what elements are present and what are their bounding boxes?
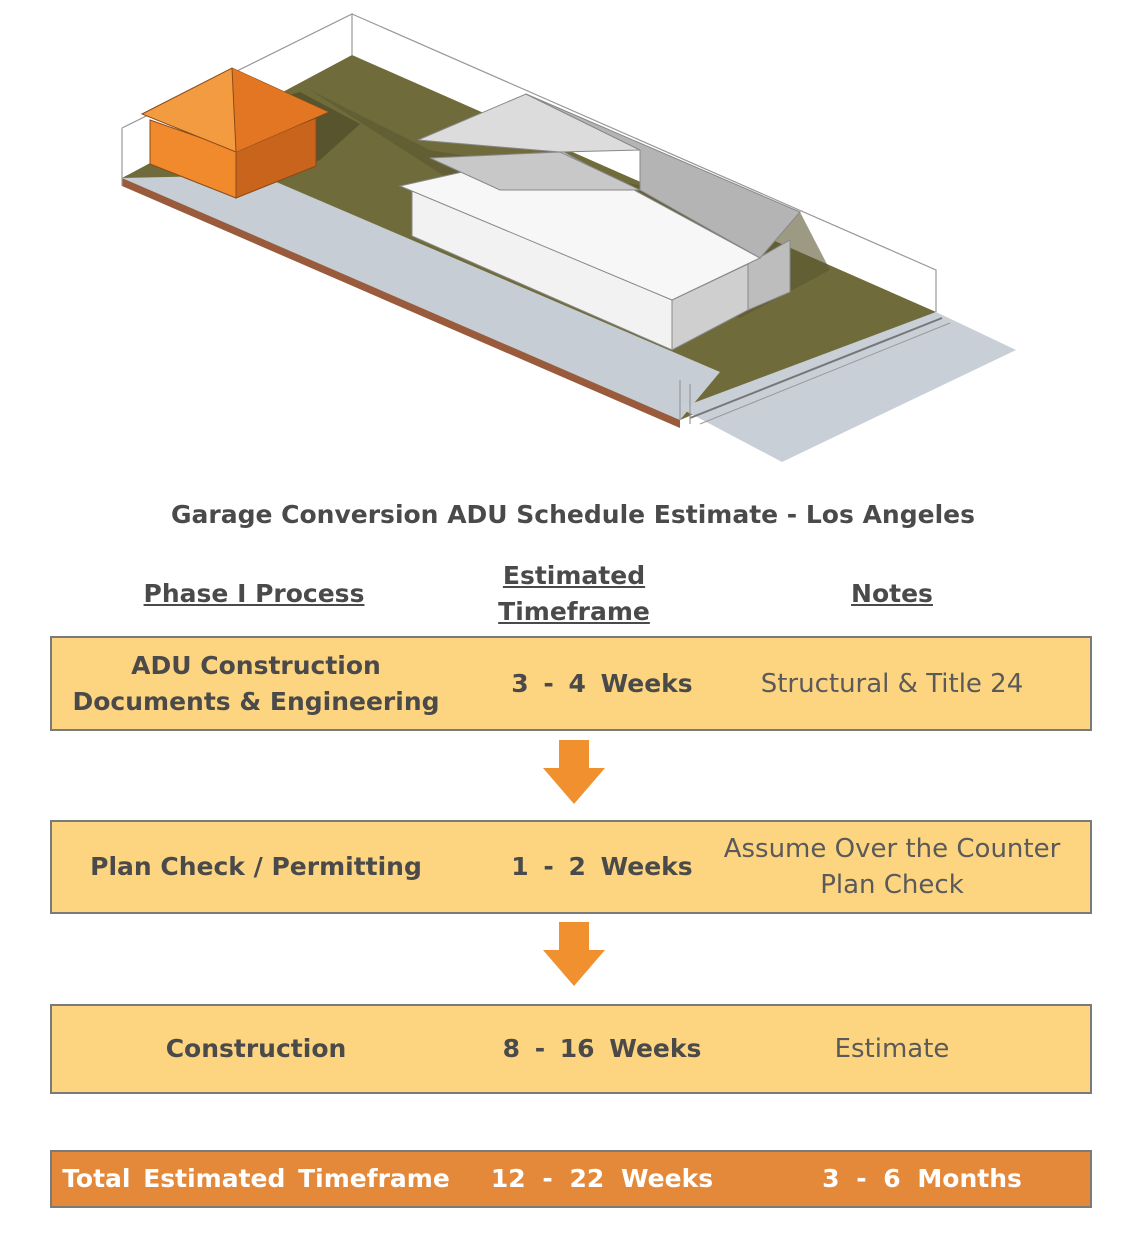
phase-process [52,638,460,729]
phase-process: Plan Check / Permitting [90,852,422,881]
total-weeks: 12 - 22 Weeks [490,1164,714,1193]
header-timeframe [444,558,704,630]
header-notes: Notes [851,579,933,608]
phase-notes-line1: Assume Over the Counter [723,834,1061,864]
phase-notes: Structural & Title 24 [760,668,1024,699]
phase-row-construction [50,1004,1092,1094]
phase-process-line1: ADU Construction [131,650,381,680]
arrow-down-icon [543,922,605,986]
phase-process: Construction [165,1034,347,1063]
header-timeframe-line2: Timeframe [498,597,650,626]
total-months: 3 - 6 Months [822,1164,1022,1193]
site-illustration [0,0,1146,480]
phase-row-plan-check [50,820,1092,914]
phase-timeframe: 1 - 2 Weeks [511,852,693,881]
arrow-down-icon [543,740,605,804]
phase-process-line2: Documents & Engineering [72,686,440,716]
phase-notes [692,822,1092,912]
total-row [50,1150,1092,1208]
phase-timeframe: 8 - 16 Weeks [502,1034,702,1063]
phase-timeframe: 3 - 4 Weeks [511,668,693,698]
phase-notes: Estimate [834,1034,950,1064]
header-timeframe-line1: Estimated [502,561,646,590]
phase-notes-line2: Plan Check [820,870,964,900]
schedule-title: Garage Conversion ADU Schedule Estimate - Los Angeles [171,500,975,529]
phase-row-construction-documents [50,636,1092,731]
total-label: Total Estimated Timeframe [62,1164,450,1193]
header-process: Phase I Process [143,579,365,608]
